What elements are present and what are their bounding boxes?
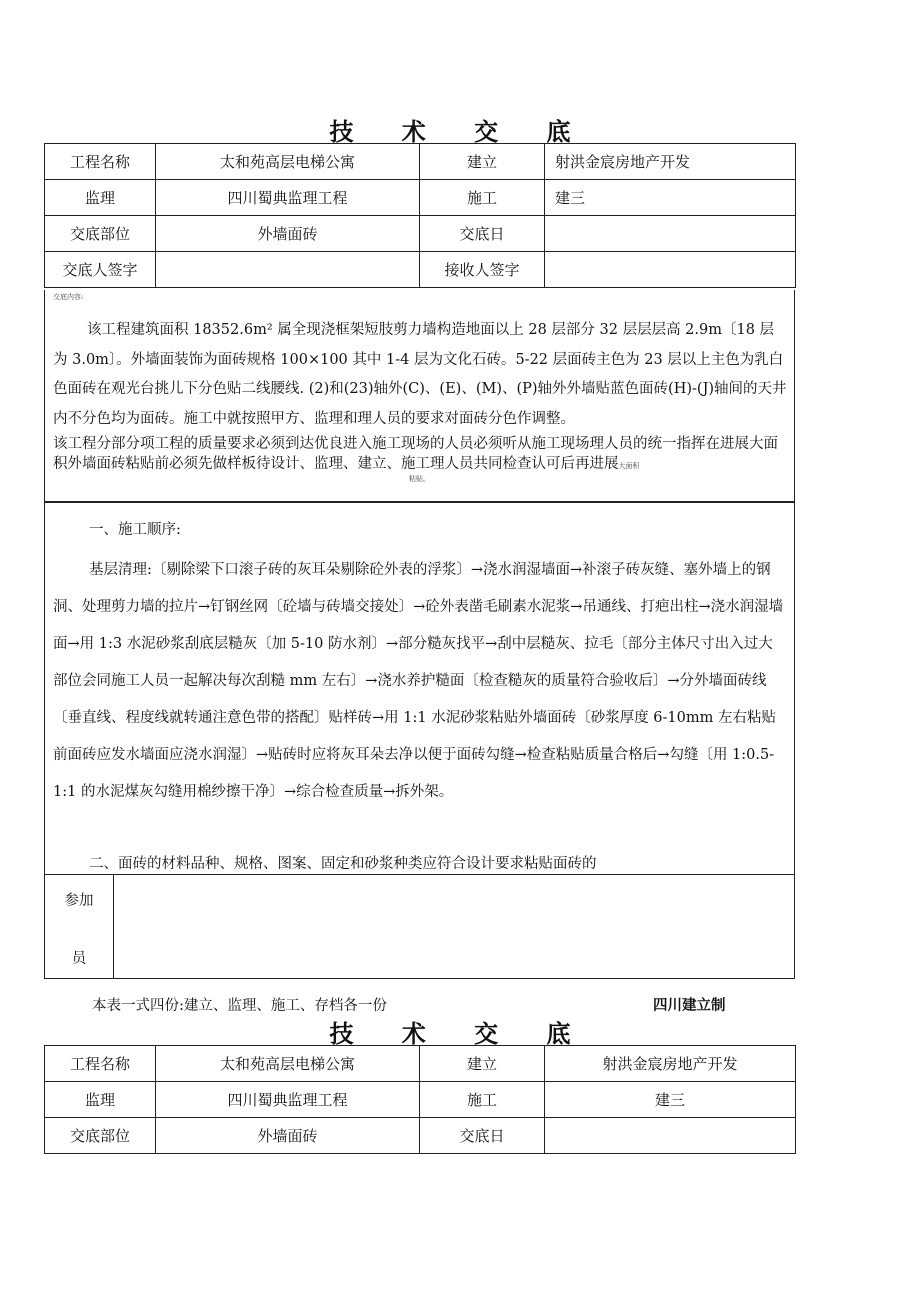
- participants-label-top: 参加: [64, 893, 94, 909]
- discloser-signature-label: 交底人签字: [45, 252, 156, 288]
- page2-info-table: [44, 1045, 796, 1154]
- info-table: [44, 143, 796, 288]
- project-overview-paragraph: 该工程建筑面积 18352.6m² 属全现浇框架短肢剪力墙构造地面以上 28 层部分 32 层层层高 2.9m〔18 层为 3.0m〕。外墙面装饰为面砖规格 100×100 其中 1-4 层为文化石砖。5-22 层面砖主色为 23 层以上主色为乳白色面砖在观光台挑儿下分色贴二线腰线. (2)和(23)轴外(C)、(E)、(M)、(P)轴外外墙贴蓝色面砖(H)-(J)轴间的天井内不分色均为面砖。施工中就按照甲方、监理和理人员的要求对面砖分色作调整。: [53, 322, 787, 427]
- table-row: [45, 1082, 796, 1118]
- date-label: 交底日: [420, 216, 545, 252]
- project-name-label: 工程名称: [45, 1046, 156, 1082]
- builder-value: 射洪金宸房地产开发: [545, 1046, 796, 1082]
- discloser-signature-value: [156, 252, 420, 288]
- location-value: 外墙面砖: [156, 216, 420, 252]
- construction-sequence-section: [44, 502, 795, 874]
- footer-note: 本表一式四份:建立、监理、施工、存档各一份: [92, 998, 387, 1014]
- quality-requirement-paragraph: [53, 434, 788, 476]
- supervisor-label: 监理: [45, 1082, 156, 1118]
- table-row: [45, 1046, 796, 1082]
- contractor-label: 施工: [420, 180, 545, 216]
- page2-title: 技 术 交 底: [329, 1020, 591, 1048]
- project-name-value: 太和苑高层电梯公寓: [156, 1046, 420, 1082]
- page-title: 技 术 交 底: [329, 118, 591, 146]
- contractor-value: 建三: [545, 1082, 796, 1118]
- receiver-signature-value: [545, 252, 796, 288]
- supervisor-value: 四川蜀典监理工程: [156, 180, 420, 216]
- receiver-signature-label: 接收人签字: [420, 252, 545, 288]
- disclosure-content-box: [44, 290, 795, 503]
- location-label: 交底部位: [45, 216, 156, 252]
- project-name-label: 工程名称: [45, 144, 156, 180]
- table-row: [45, 180, 796, 216]
- table-row: [45, 1118, 796, 1154]
- supervisor-label: 监理: [45, 180, 156, 216]
- table-row: [45, 144, 796, 180]
- location-label: 交底部位: [45, 1118, 156, 1154]
- location-value: 外墙面砖: [156, 1118, 420, 1154]
- builder-value: 射洪金宸房地产开发: [545, 144, 796, 180]
- participants-box: [44, 874, 795, 979]
- section1-body: 基层清理:〔剔除梁下口滚子砖的灰耳朵剔除砼外表的浮浆〕→浇水润湿墙面→补滚子砖灰缝、塞外墙上的钢洞、处理剪力墙的拉片→钉钢丝网〔砼墙与砖墙交接处〕→砼外表凿毛刷素水泥浆→吊通线、打疤出柱→浇水润湿墙面→用 1:3 水泥砂浆刮底层糙灰〔加 5-10 防水剂〕→部分糙灰找平→刮中层糙灰、拉毛〔部分主体尺寸出入过大部位会同施工人员一起解决每次刮糙 mm 左右〕→浇水养护糙面〔检查糙灰的质量符合验收后〕→分外墙面砖线〔垂直线、程度线就转通注意色带的搭配〕贴样砖→用 1:1 水泥砂浆粘贴外墙面砖〔砂浆厚度 6-10mm 左右粘贴前面砖应发水墙面应浇水润湿〕→贴砖时应将灰耳朵去净以便于面砖勾缝→检查粘贴质量合格后→勾缝〔用 1:0.5-1:1 的水泥煤灰勾缝用棉纱擦干净〕→综合检查质量→拆外架。: [53, 562, 784, 800]
- table-row: [45, 216, 796, 252]
- date-value: [545, 216, 796, 252]
- builder-label: 建立: [420, 144, 545, 180]
- quality-requirement-text: 该工程分部分项工程的质量要求必须到达优良进入施工现场的人员必须听从施工现场理人员的统一指挥在进展大面积外墙面砖粘贴前必须先做样板待设计、监理、建立、施工理人员共同检查认可后再进展: [53, 436, 778, 472]
- date-label: 交底日: [420, 1118, 545, 1154]
- table-row: [45, 252, 796, 288]
- footer-issuer: 四川建立制: [653, 998, 726, 1014]
- builder-label: 建立: [420, 1046, 545, 1082]
- quality-requirement-tail-2: 粘贴。: [409, 475, 430, 483]
- participants-label-cell: [45, 875, 114, 978]
- quality-requirement-tail: 大面积: [618, 462, 640, 470]
- section2-heading: 二、面砖的材料品种、规格、图案、固定和砂浆种类应符合设计要求粘贴面砖的: [89, 856, 597, 872]
- content-label: 交底内容:: [53, 293, 84, 301]
- supervisor-value: 四川蜀典监理工程: [156, 1082, 420, 1118]
- contractor-value: 建三: [545, 180, 796, 216]
- participants-label-bottom: 员: [71, 951, 87, 967]
- date-value: [545, 1118, 796, 1154]
- contractor-label: 施工: [420, 1082, 545, 1118]
- section1-heading: 一、施工顺序:: [89, 522, 181, 538]
- project-name-value: 太和苑高层电梯公寓: [156, 144, 420, 180]
